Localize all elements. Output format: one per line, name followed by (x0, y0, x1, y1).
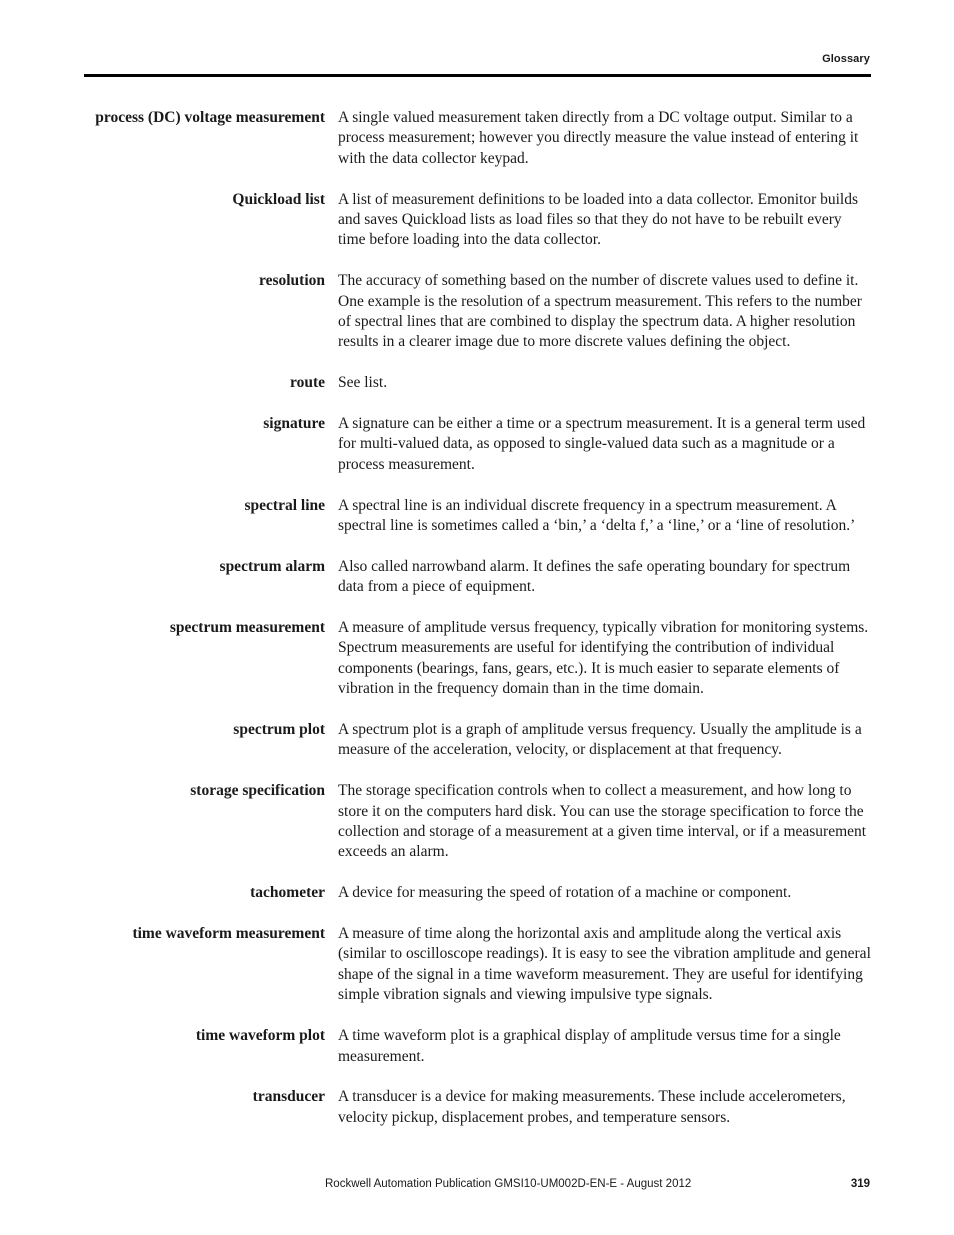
glossary-term: spectral line (244, 496, 325, 514)
glossary-definition: A spectral line is an individual discrete frequency in a spectrum measurement. A spectral line is sometimes called a ‘bin,’ a ‘delta f,’ a ‘line,’ or a ‘line of resolution.’ (338, 496, 856, 535)
glossary-term: resolution (258, 272, 325, 290)
glossary-term: tachometer (250, 884, 325, 902)
glossary-term: time waveform measurement (132, 925, 325, 943)
glossary-entry (84, 373, 871, 393)
glossary-definition: The accuracy of something based on the number of discrete values used to define it. One example is the resolution of a spectrum measurement. This refers to the number of spectral lines that are combined to display the spectrum data. A higher resolution results in a clearer image due to more discrete values defining the object. (338, 272, 862, 351)
glossary-entry (84, 1026, 871, 1067)
glossary-definition: The storage specification controls when to collect a measurement, and how long to store it on the computers hard disk. You can use the storage specification to force the collection and storage of a measurement at a given time interval, or if a measurement exceeds an alarm. (338, 782, 867, 861)
glossary-entry (84, 781, 871, 863)
glossary-entry (84, 271, 871, 353)
glossary-definition: A list of measurement definitions to be loaded into a data collector. Emonitor builds and saves Quickload lists as load files so that they do not have to be rebuilt every time before loading into the data collector. (338, 190, 858, 249)
glossary-entry (84, 190, 871, 251)
glossary-definition: See list. (338, 374, 388, 392)
glossary-list (84, 108, 871, 1149)
header-divider (84, 74, 871, 77)
glossary-definition: A spectrum plot is a graph of amplitude versus frequency. Usually the amplitude is a measure of the acceleration, velocity, or displacement at that frequency. (338, 721, 862, 759)
glossary-entry (84, 1087, 871, 1128)
glossary-definition: A signature can be either a time or a spectrum measurement. It is a general term used for multi-valued data, as opposed to single-valued data such as a magnitude or a process measurement. (338, 415, 866, 473)
glossary-entry (84, 557, 871, 598)
publication-footer: Rockwell Automation Publication GMSI10-UM002D-EN-E - August 2012 (325, 1178, 692, 1190)
glossary-term: time waveform plot (195, 1027, 325, 1045)
glossary-entry (84, 924, 871, 1006)
glossary-entry (84, 414, 871, 475)
glossary-term: storage specification (190, 782, 325, 800)
glossary-definition: A measure of amplitude versus frequency, typically vibration for monitoring systems. Spectrum measurements are useful for identifying the contribution of individual components (bearings, fans, gears, etc.). It is much easier to separate elements of vibration in the frequency domain than in the time domain. (338, 619, 869, 698)
page-number: 319 (850, 1178, 870, 1190)
glossary-definition: A measure of time along the horizontal axis and amplitude along the vertical axis (similar to oscilloscope readings). It is easy to see the vibration amplitude and general shape of the signal in a time waveform measurement. They are useful for identifying simple vibration signals and viewing impulsive type signals. (338, 925, 871, 1004)
section-title: Glossary (822, 53, 870, 65)
glossary-definition: A device for measuring the speed of rotation of a machine or component. (338, 884, 792, 902)
glossary-term: spectrum alarm (219, 557, 325, 575)
glossary-term: route (289, 374, 325, 392)
glossary-term: spectrum plot (233, 721, 325, 739)
glossary-entry (84, 618, 871, 700)
glossary-definition: A time waveform plot is a graphical display of amplitude versus time for a single measurement. (338, 1027, 841, 1065)
glossary-entry (84, 108, 871, 169)
glossary-entry (84, 720, 871, 761)
glossary-definition: A single valued measurement taken directly from a DC voltage output. Similar to a process measurement; however you directly measure the value instead of entering it with the data collector keypad. (338, 109, 859, 167)
glossary-term: Quickload list (232, 190, 325, 208)
glossary-term: spectrum measurement (169, 619, 325, 637)
glossary-term: transducer (252, 1088, 325, 1106)
glossary-term: process (DC) voltage measurement (95, 109, 325, 126)
glossary-definition: A transducer is a device for making measurements. These include accelerometers, velocity pickup, displacement probes, and temperature sensors. (338, 1088, 846, 1126)
glossary-term: signature (263, 415, 325, 433)
glossary-definition: Also called narrowband alarm. It defines the safe operating boundary for spectrum data from a piece of equipment. (338, 557, 851, 596)
glossary-entry (84, 883, 871, 903)
glossary-entry (84, 496, 871, 537)
